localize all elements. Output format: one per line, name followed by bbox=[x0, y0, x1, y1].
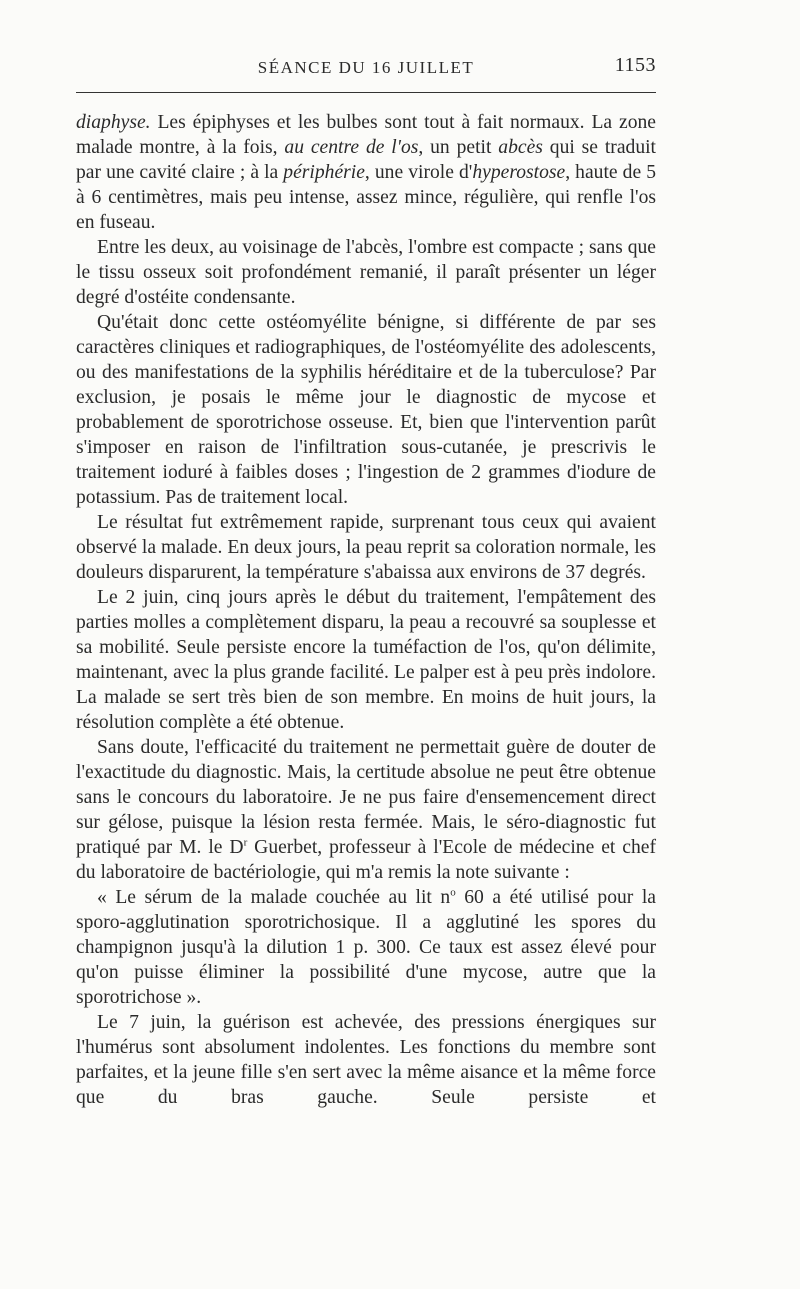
paragraph-4: Le résultat fut extrêmement rapide, surprenant tous ceux qui avaient observé la malade. En deux jours, la peau reprit sa coloration normale, les douleurs disparurent, la température s'abaissa aux environs de 37 degrés. bbox=[76, 512, 656, 583]
paragraph-6 bbox=[76, 735, 656, 885]
paragraph-8: Le 7 juin, la guérison est achevée, des pressions énergiques sur l'humérus sont absolument indolentes. Les fonctions du membre sont parfaites, et la jeune fille s'en sert avec la même aisance et la même force que du bras gauche. Seule persiste et bbox=[76, 1012, 656, 1108]
page-number: 1153 bbox=[614, 54, 656, 76]
page-header bbox=[76, 54, 656, 80]
text-run: , un petit bbox=[418, 137, 499, 158]
paragraph-5: Le 2 juin, cinq jours après le début du traitement, l'empâtement des parties molles a complètement disparu, la peau a recouvré sa souplesse et sa mobilité. Seule persiste encore la tuméfaction de l'os, qu'on délimite, maintenant, avec la plus grande facilité. Le palper est à peu près indolore. La malade se sert très bien de son membre. En moins de huit jours, la résolution complète a été obtenue. bbox=[76, 587, 656, 733]
italic-term: hyperostose bbox=[472, 162, 566, 183]
italic-term: abcès bbox=[498, 137, 543, 158]
paragraph-3: Qu'était donc cette ostéomyélite bénigne, si différente de par ses caractères cliniques et radiographiques, de l'ostéomyélite des adolescents, ou des manifestations de la syphilis héréditaire et de la tuberculose? Par exclusion, je posais le même jour le diagnostic de mycose et probablement de sporotrichose osseuse. Et, bien que l'intervention parût s'imposer en raison de l'infiltration sous-cutanée, je prescrivis le traitement ioduré à faibles doses ; l'ingestion de 2 grammes d'iodure de potassium. Pas de traitement local. bbox=[76, 312, 656, 508]
header-rule bbox=[76, 92, 656, 93]
text-run: Guerbet, professeur à l'Ecole de médecine et chef du laboratoire de bactériologie, qui m'a remis la note suivante : bbox=[76, 837, 656, 883]
text-run: « Le sérum de la malade couchée au lit n bbox=[97, 887, 451, 908]
italic-term: périphérie bbox=[283, 162, 365, 183]
text-run: , haute de 5 à 6 centimètres, mais peu intense, assez mince, régulière, qui renfle l'os en fuseau. bbox=[76, 162, 657, 233]
superscript: o bbox=[450, 886, 456, 899]
text-run: 60 a été utilisé pour la sporo-agglutination sporotrichosique. Il a agglutiné les spores du champignon jusqu'à la dilution 1 p. 300. Ce taux est assez élevé pour qu'on puisse éliminer la possibilité d'une mycose, autre que la sporotrichose ». bbox=[76, 887, 657, 1008]
paragraph-1 bbox=[76, 110, 656, 235]
text-run: Les épiphyses et les bulbes sont tout à fait normaux. La zone malade montre, à la fois, bbox=[76, 112, 656, 158]
text-run: qui se traduit par une cavité claire ; à la bbox=[76, 137, 656, 183]
italic-term: au centre de l'os bbox=[284, 137, 419, 158]
paragraph-2: Entre les deux, au voisinage de l'abcès, l'ombre est compacte ; sans que le tissu osseux soit profondément remanié, il paraît présenter un léger degré d'ostéite condensante. bbox=[76, 237, 656, 308]
text-run: Sans doute, l'efficacité du traitement ne permettait guère de douter de l'exactitude du diagnostic. Mais, la certitude absolue ne peut être obtenue sans le concours du laboratoire. Je ne pus faire d'ensemencement direct sur gélose, puisque la lésion resta fermée. Mais, le séro-diagnostic fut pratiqué par M. le D bbox=[76, 737, 656, 858]
text-run: , une virole d' bbox=[364, 162, 473, 183]
paragraph-7-quote bbox=[76, 885, 656, 1010]
superscript: r bbox=[243, 836, 248, 849]
body-text bbox=[76, 110, 656, 1110]
italic-term: diaphyse. bbox=[76, 112, 151, 133]
running-head: SÉANCE DU 16 JUILLET bbox=[257, 58, 475, 77]
